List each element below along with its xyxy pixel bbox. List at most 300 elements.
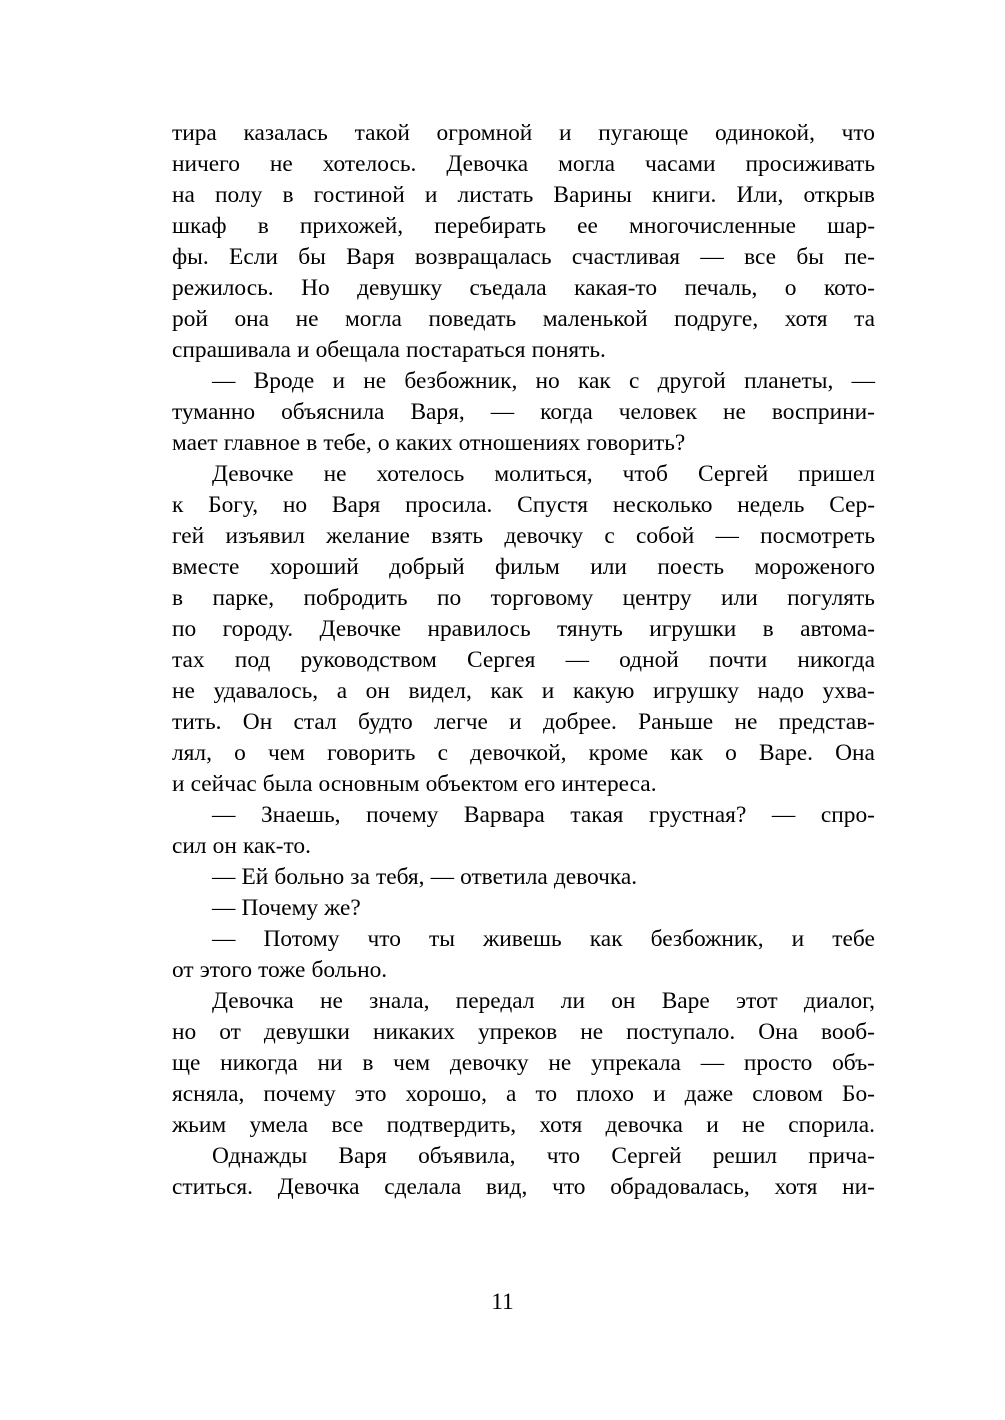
word: говорить <box>327 740 416 766</box>
text-line <box>172 614 875 645</box>
word: по <box>172 616 197 642</box>
word: и <box>172 771 185 797</box>
word: девочку <box>504 523 584 549</box>
word: Сергей <box>611 1143 682 1169</box>
word: в <box>172 585 184 611</box>
paragraph <box>172 118 875 366</box>
word: а <box>506 1081 517 1107</box>
word: сделала <box>384 1174 462 1200</box>
word: но <box>282 492 308 518</box>
word: туманно <box>172 399 256 425</box>
word: безбожник, <box>404 368 518 394</box>
word: лял, <box>172 740 212 766</box>
word: шар- <box>827 213 875 239</box>
text-line <box>172 428 875 459</box>
word: тянуть <box>557 616 623 642</box>
word: к <box>172 492 184 518</box>
word: постараться <box>405 337 526 363</box>
word: собой <box>636 523 695 549</box>
word: листать <box>457 182 534 208</box>
word: говорить? <box>586 430 686 456</box>
paragraph <box>172 366 875 459</box>
word: или <box>590 554 627 580</box>
word: ни- <box>842 1174 875 1200</box>
word: Она <box>758 1019 798 1045</box>
text-line <box>172 893 875 924</box>
word: добрый <box>389 554 465 580</box>
word: о <box>725 740 737 766</box>
word: рой <box>172 306 208 332</box>
word: Девочка <box>277 1174 360 1200</box>
word: планеты, <box>744 368 834 394</box>
word: многочисленные <box>629 213 796 239</box>
word: другой <box>657 368 726 394</box>
word: что <box>552 1174 586 1200</box>
word: огромной <box>436 120 533 146</box>
page-number: 11 <box>491 1289 514 1315</box>
word: Бо- <box>842 1081 875 1107</box>
text-line <box>172 490 875 521</box>
word: не <box>580 1019 604 1045</box>
word: какую <box>572 678 635 704</box>
word: же? <box>324 895 361 921</box>
word: игрушки <box>649 616 737 642</box>
word: от <box>172 957 194 983</box>
word: восприни- <box>771 399 875 425</box>
word: как <box>589 926 623 952</box>
word: Спустя <box>517 492 589 518</box>
word: тира <box>172 120 217 146</box>
word: и <box>509 709 522 735</box>
word: девочкой, <box>470 740 567 766</box>
word: человек <box>618 399 697 425</box>
word: — <box>700 244 724 270</box>
word: то <box>535 1081 558 1107</box>
word: — <box>771 802 796 828</box>
word: легче <box>434 709 488 735</box>
word: поведать <box>428 306 517 332</box>
word: подруге, <box>674 306 759 332</box>
word: почему <box>366 802 439 828</box>
paragraph <box>172 459 875 800</box>
word: режилось. <box>172 275 274 301</box>
word: Почему <box>241 895 319 921</box>
word: о <box>377 430 390 456</box>
word: торговому <box>490 585 594 611</box>
word: ще <box>172 1050 201 1076</box>
word: хотелось. <box>322 151 417 177</box>
word: посмотреть <box>760 523 875 549</box>
word: Варя <box>338 1143 387 1169</box>
word: хотя <box>539 1112 583 1138</box>
word: Девочка <box>212 988 294 1014</box>
word: несколько <box>612 492 713 518</box>
word: знала, <box>369 988 430 1014</box>
word: ясняла, <box>172 1081 245 1107</box>
word: пе- <box>844 244 875 270</box>
word: за <box>350 864 370 890</box>
word: тебя, <box>375 864 425 890</box>
text-line <box>172 459 875 490</box>
word: обрадовалась, <box>610 1174 750 1200</box>
word: никогда <box>797 647 875 673</box>
word: — <box>715 523 739 549</box>
word: с <box>628 368 640 394</box>
word: городу. <box>222 616 294 642</box>
text-line <box>172 1110 875 1141</box>
word: в <box>257 213 269 239</box>
word: — <box>430 864 454 890</box>
word: девочку <box>449 1050 529 1076</box>
text-line <box>172 335 875 366</box>
word: Сергей <box>697 461 769 487</box>
word: открыв <box>803 182 875 208</box>
word: больно <box>274 864 345 890</box>
word: с <box>437 740 449 766</box>
word: Девочка <box>446 151 529 177</box>
word: вид, <box>486 1174 528 1200</box>
word: не <box>548 1050 572 1076</box>
word: тах <box>172 647 205 673</box>
word: каких <box>395 430 453 456</box>
text-line <box>172 645 875 676</box>
word: объектом <box>425 771 519 797</box>
word: чем <box>393 1050 431 1076</box>
word: хороший <box>269 554 359 580</box>
word: изъявил <box>225 523 305 549</box>
word: какая-то <box>574 275 658 301</box>
word: Но <box>301 275 330 301</box>
word: маленькой <box>542 306 648 332</box>
text-line <box>172 862 875 893</box>
word: съедала <box>469 275 547 301</box>
word: представ- <box>778 709 875 735</box>
word: нравилось <box>427 616 531 642</box>
word: главное <box>223 430 301 456</box>
word: хотелось <box>376 461 465 487</box>
word: и <box>706 1112 719 1138</box>
word: Варе. <box>759 740 813 766</box>
word: ни <box>317 1050 343 1076</box>
word: объ- <box>832 1050 875 1076</box>
text-line <box>172 800 875 831</box>
word: Или, <box>736 182 784 208</box>
word: ее <box>577 213 598 239</box>
word: или <box>721 585 758 611</box>
word: что <box>546 1143 581 1169</box>
word: но <box>535 368 560 394</box>
word: ответила <box>460 864 548 890</box>
word: ли <box>560 988 585 1014</box>
word: но <box>172 1019 197 1045</box>
text-line <box>172 769 875 800</box>
word: словом <box>752 1081 823 1107</box>
word: грустная? <box>649 802 747 828</box>
text-line <box>172 1048 875 1079</box>
word: этот <box>736 988 778 1014</box>
word: добрее. <box>543 709 617 735</box>
word: обещала <box>315 337 400 363</box>
word: молиться, <box>494 461 593 487</box>
word: Варины <box>553 182 632 208</box>
text-line <box>172 521 875 552</box>
word: никаких <box>372 1019 455 1045</box>
word: упрекала <box>590 1050 681 1076</box>
text-line <box>172 583 875 614</box>
word: Варя, <box>410 399 465 425</box>
word: сейчас <box>190 771 257 797</box>
word: — <box>212 802 236 828</box>
paragraph <box>172 893 875 924</box>
text-line <box>172 242 875 273</box>
text-line <box>172 211 875 242</box>
word: та <box>854 306 875 332</box>
word: печаль, <box>684 275 758 301</box>
word: больно. <box>311 957 388 983</box>
word: прича- <box>808 1143 875 1169</box>
word: объяснила <box>281 399 385 425</box>
word: почему <box>263 1081 336 1107</box>
word: казалась <box>243 120 328 146</box>
word: интереса. <box>561 771 657 797</box>
paragraph <box>172 862 875 893</box>
word: безбожник, <box>650 926 764 952</box>
paragraph <box>172 800 875 862</box>
word: все <box>331 1112 364 1138</box>
word: и <box>653 1081 666 1107</box>
word: — <box>700 1050 725 1076</box>
text-line <box>172 955 875 986</box>
word: видел, <box>408 678 472 704</box>
word: о <box>784 275 797 301</box>
word: не <box>722 399 746 425</box>
word: Девочке <box>319 616 402 642</box>
word: Она <box>835 740 875 766</box>
word: и <box>541 678 555 704</box>
text-line <box>172 1141 875 1172</box>
word: Девочке <box>212 461 294 487</box>
text-line <box>172 707 875 738</box>
word: Варя <box>331 492 381 518</box>
word: часами <box>645 151 716 177</box>
word: как-то. <box>242 833 311 859</box>
word: плохо <box>576 1081 634 1107</box>
word: и <box>791 926 805 952</box>
word: по <box>436 585 462 611</box>
word: в <box>306 430 318 456</box>
word: ухва- <box>822 678 875 704</box>
text-line <box>172 1172 875 1203</box>
word: вооб- <box>821 1019 875 1045</box>
word: основным <box>318 771 420 797</box>
word: Варвара <box>463 802 545 828</box>
word: прихожей, <box>299 213 404 239</box>
word: не <box>323 461 347 487</box>
word: живешь <box>483 926 562 952</box>
text-line <box>172 831 875 862</box>
word: хотя <box>784 306 828 332</box>
word: поступало. <box>626 1019 736 1045</box>
text-line <box>172 149 875 180</box>
word: кроме <box>588 740 649 766</box>
word: не <box>742 1112 765 1138</box>
word: — <box>212 926 236 952</box>
word: просила. <box>405 492 493 518</box>
word: недель <box>737 492 805 518</box>
word: спро- <box>820 802 875 828</box>
word: не <box>172 678 195 704</box>
text-line <box>172 738 875 769</box>
word: он <box>365 678 390 704</box>
word: подтвердить, <box>386 1112 517 1138</box>
word: — <box>212 895 236 921</box>
word: центру <box>622 585 692 611</box>
word: от <box>219 1019 241 1045</box>
word: тебе <box>832 926 875 952</box>
word: мороженого <box>754 554 875 580</box>
word: стал <box>293 709 337 735</box>
word: одинокой, <box>715 120 815 146</box>
word: упреков <box>477 1019 558 1045</box>
body-text-column <box>172 118 875 1203</box>
word: побродить <box>303 585 408 611</box>
text-line <box>172 552 875 583</box>
word: девочка <box>605 1112 683 1138</box>
word: как <box>670 740 704 766</box>
word: фильм <box>495 554 560 580</box>
word: — <box>565 647 589 673</box>
word: не <box>320 988 343 1014</box>
word: диалог, <box>803 988 875 1014</box>
word: такая <box>570 802 624 828</box>
word: Сер- <box>829 492 875 518</box>
word: ститься. <box>172 1174 253 1200</box>
word: в <box>762 616 774 642</box>
word: будто <box>358 709 413 735</box>
word: просиживать <box>745 151 875 177</box>
text-line <box>172 118 875 149</box>
word: Вроде <box>253 368 315 394</box>
word: Ей <box>241 864 269 890</box>
word: счастливая <box>571 244 681 270</box>
word: передал <box>455 988 535 1014</box>
word: в <box>362 1050 374 1076</box>
word: решил <box>712 1143 778 1169</box>
word: вместе <box>172 554 240 580</box>
word: понять. <box>531 337 606 363</box>
word: шкаф <box>172 213 227 239</box>
word: Богу, <box>208 492 259 518</box>
text-line <box>172 366 875 397</box>
word: игрушку <box>652 678 739 704</box>
paragraph <box>172 924 875 986</box>
text-line <box>172 1017 875 1048</box>
word: возвращалась <box>414 244 552 270</box>
word: полу <box>215 182 263 208</box>
word: Если <box>229 244 278 270</box>
word: фы. <box>172 244 209 270</box>
word: объявила, <box>418 1143 516 1169</box>
word: как <box>490 678 524 704</box>
text-line <box>172 180 875 211</box>
word: ты <box>429 926 455 952</box>
paragraph <box>172 986 875 1141</box>
word: жьим <box>172 1112 227 1138</box>
word: его <box>524 771 556 797</box>
word: Потому <box>263 926 340 952</box>
word: спрашивала <box>172 337 291 363</box>
word: тебе, <box>323 430 372 456</box>
word: одной <box>619 647 679 673</box>
word: Раньше <box>638 709 714 735</box>
word: могла <box>344 306 402 332</box>
word: в <box>282 182 294 208</box>
text-line <box>172 676 875 707</box>
word: не <box>295 306 319 332</box>
word: под <box>234 647 271 673</box>
word: спорила. <box>788 1112 875 1138</box>
word: как <box>577 368 611 394</box>
word: хорошо, <box>405 1081 487 1107</box>
word: девушки <box>263 1019 350 1045</box>
word: была <box>262 771 313 797</box>
word: это <box>354 1081 387 1107</box>
word: с <box>604 523 615 549</box>
word: — <box>490 399 515 425</box>
word: когда <box>540 399 593 425</box>
text-line <box>172 304 875 335</box>
word: он <box>212 833 237 859</box>
word: сил <box>172 833 207 859</box>
text-line <box>172 397 875 428</box>
word: — <box>212 864 236 890</box>
word: о <box>234 740 246 766</box>
word: и <box>332 368 345 394</box>
word: кото- <box>823 275 875 301</box>
text-line <box>172 986 875 1017</box>
word: он <box>611 988 636 1014</box>
word: — <box>212 368 236 394</box>
word: не <box>269 151 293 177</box>
word: бы <box>298 244 326 270</box>
word: — <box>851 368 875 394</box>
paragraph <box>172 1141 875 1203</box>
word: поесть <box>657 554 725 580</box>
word: могла <box>558 151 616 177</box>
word: умела <box>249 1112 309 1138</box>
word: такой <box>354 120 410 146</box>
word: гей <box>172 523 205 549</box>
word: книги. <box>651 182 717 208</box>
word: взять <box>431 523 484 549</box>
word: гостиной <box>313 182 405 208</box>
word: девушку <box>357 275 443 301</box>
word: не <box>734 709 758 735</box>
text-line <box>172 924 875 955</box>
word: и <box>559 120 572 146</box>
word: пугающе <box>598 120 689 146</box>
word: перебирать <box>434 213 546 239</box>
word: почти <box>709 647 768 673</box>
word: девочка. <box>553 864 638 890</box>
word: желание <box>326 523 410 549</box>
word: парке, <box>212 585 275 611</box>
word: надо <box>757 678 804 704</box>
word: никогда <box>220 1050 298 1076</box>
word: что <box>841 120 875 146</box>
word: Знаешь, <box>260 802 341 828</box>
word: отношениях <box>458 430 581 456</box>
